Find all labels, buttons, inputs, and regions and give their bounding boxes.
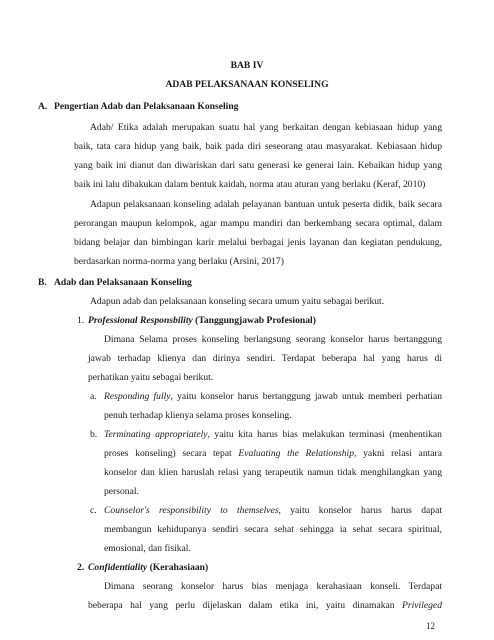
sub-a-rest: , yaitu konselor harus bertanggung jawab untuk memberi perhatian xyxy=(170,391,442,402)
item-2-body-line: Dimana seorang konselor harus bias menjaga kerahasiaan konseli. Terdapat xyxy=(104,581,442,592)
section-a-p1-line: yang baik ini dianut dan diwariskan dari satu generasi ke generai lain. Kebaikan hidup yang xyxy=(74,160,442,171)
sub-b-letter: b. xyxy=(90,429,98,440)
sub-b-rest: , yaitu kita harus bias melakukan terminasi (menhentikan xyxy=(207,429,442,440)
item-2-title-bold: (Kerahasiaan) xyxy=(147,562,209,573)
section-a-p2-line: perorangan maupun kelompok, agar mampu mandiri dan berkembang secara optimal, dalam xyxy=(74,218,442,229)
sub-a-line: penuh terhadap klienya selama proses konseling. xyxy=(104,410,292,421)
sub-a-line xyxy=(104,391,442,403)
section-a-label: A. xyxy=(38,101,48,112)
item-2-number: 2. xyxy=(77,562,85,573)
sub-a-letter: a. xyxy=(90,391,97,402)
sub-c-line xyxy=(104,505,442,517)
section-a-title: Pengertian Adab dan Pelaksanaan Konseling xyxy=(54,101,239,112)
item-1-title xyxy=(88,315,316,327)
sub-b-line xyxy=(104,429,442,441)
item-1-body-line: perhatikan yaitu sebagai berikut. xyxy=(88,372,214,383)
sub-c-line: emosional, dan fisikal. xyxy=(104,543,191,554)
sub-c-italic: Counselor's responsibility to themselves xyxy=(104,505,279,516)
section-a-p1-line: Adab/ Etika adalah merupakan suatu hal yang berkaitan dengan kebiasaan hidup yang xyxy=(90,122,442,133)
item-2-body-line xyxy=(88,600,442,612)
item-1-title-bold: (Tanggungjawab Profesional) xyxy=(192,315,316,326)
chapter-label: BAB IV xyxy=(230,60,264,71)
item-1-title-italic: Professional Responsbility xyxy=(88,315,193,326)
sub-b-line2-italic: Evaluating the Relationship xyxy=(238,448,355,459)
sub-c-letter: c. xyxy=(90,505,97,516)
sub-b-line xyxy=(104,448,442,460)
section-a-p2-line: berdasarkan norma-norma yang berlaku (Arsini, 2017) xyxy=(74,256,284,267)
item-2-line2-pre: beberapa hal yang perlu dijelaskan dalam etika ini, yaitu dinamakan xyxy=(88,600,403,611)
section-a-p1-line: baik ini lalu dibakukan dalam bentuk kaidah, norma atau aturan yang berlaku (Keraf, 2010) xyxy=(74,179,426,190)
sub-b-line2-pre: proses konseling) secara tepat xyxy=(104,448,239,459)
item-1-body-line: jawab terhadap klienya dan dirinya sendiri. Terdapat beberapa hal yang harus di xyxy=(88,353,442,364)
sub-b-italic: Terminating appropriately xyxy=(104,429,208,440)
sub-c-rest: , yaitu konselor harus harus dapat xyxy=(278,505,442,516)
page-number: 12 xyxy=(426,621,435,631)
item-2-title xyxy=(88,562,208,574)
item-1-body-line: Dimana Selama proses konseling berlangsung seorang konselor harus bertanggung xyxy=(104,334,442,345)
section-b-title: Adab dan Pelaksanaan Konseling xyxy=(54,277,192,288)
sub-b-line: konselor dan klien haruslah relasi yang terapeutik namun tidak menghilangkan yang xyxy=(104,467,442,478)
item-1-number: 1. xyxy=(77,315,85,326)
section-b-intro: Adapun adab dan pelaksanaan konseling secara umum yaitu sebagai berikut. xyxy=(90,296,385,307)
sub-a-italic: Responding fully xyxy=(104,391,171,402)
sub-b-line: personal. xyxy=(104,486,139,497)
sub-b-line2-post: , yakni relasi antara xyxy=(354,448,442,459)
section-a-p2-line: bidang belajar dan bimbingan karir melalui berbagai jenis layanan dan kegiatan pendukung, xyxy=(74,237,442,248)
item-2-line2-italic: Privileged xyxy=(402,600,442,611)
section-a-p1-line: baik, tata cara hidup yang baik, baik pada diri seseorang atau masyarakat. Kebiasaan hidup xyxy=(74,141,442,152)
section-b-label: B. xyxy=(38,277,47,288)
chapter-title: ADAB PELAKSANAAN KONSELING xyxy=(165,79,329,90)
section-a-p2-line: Adapun pelaksanaan konseling adalah pelayanan bantuan untuk peserta didik, baik secara xyxy=(90,199,442,210)
item-2-title-italic: Confidentiality xyxy=(88,562,148,573)
sub-c-line: membangun kehidupanya sendiri secara sehat sehingga ia sehat secara spiritual, xyxy=(104,524,442,535)
